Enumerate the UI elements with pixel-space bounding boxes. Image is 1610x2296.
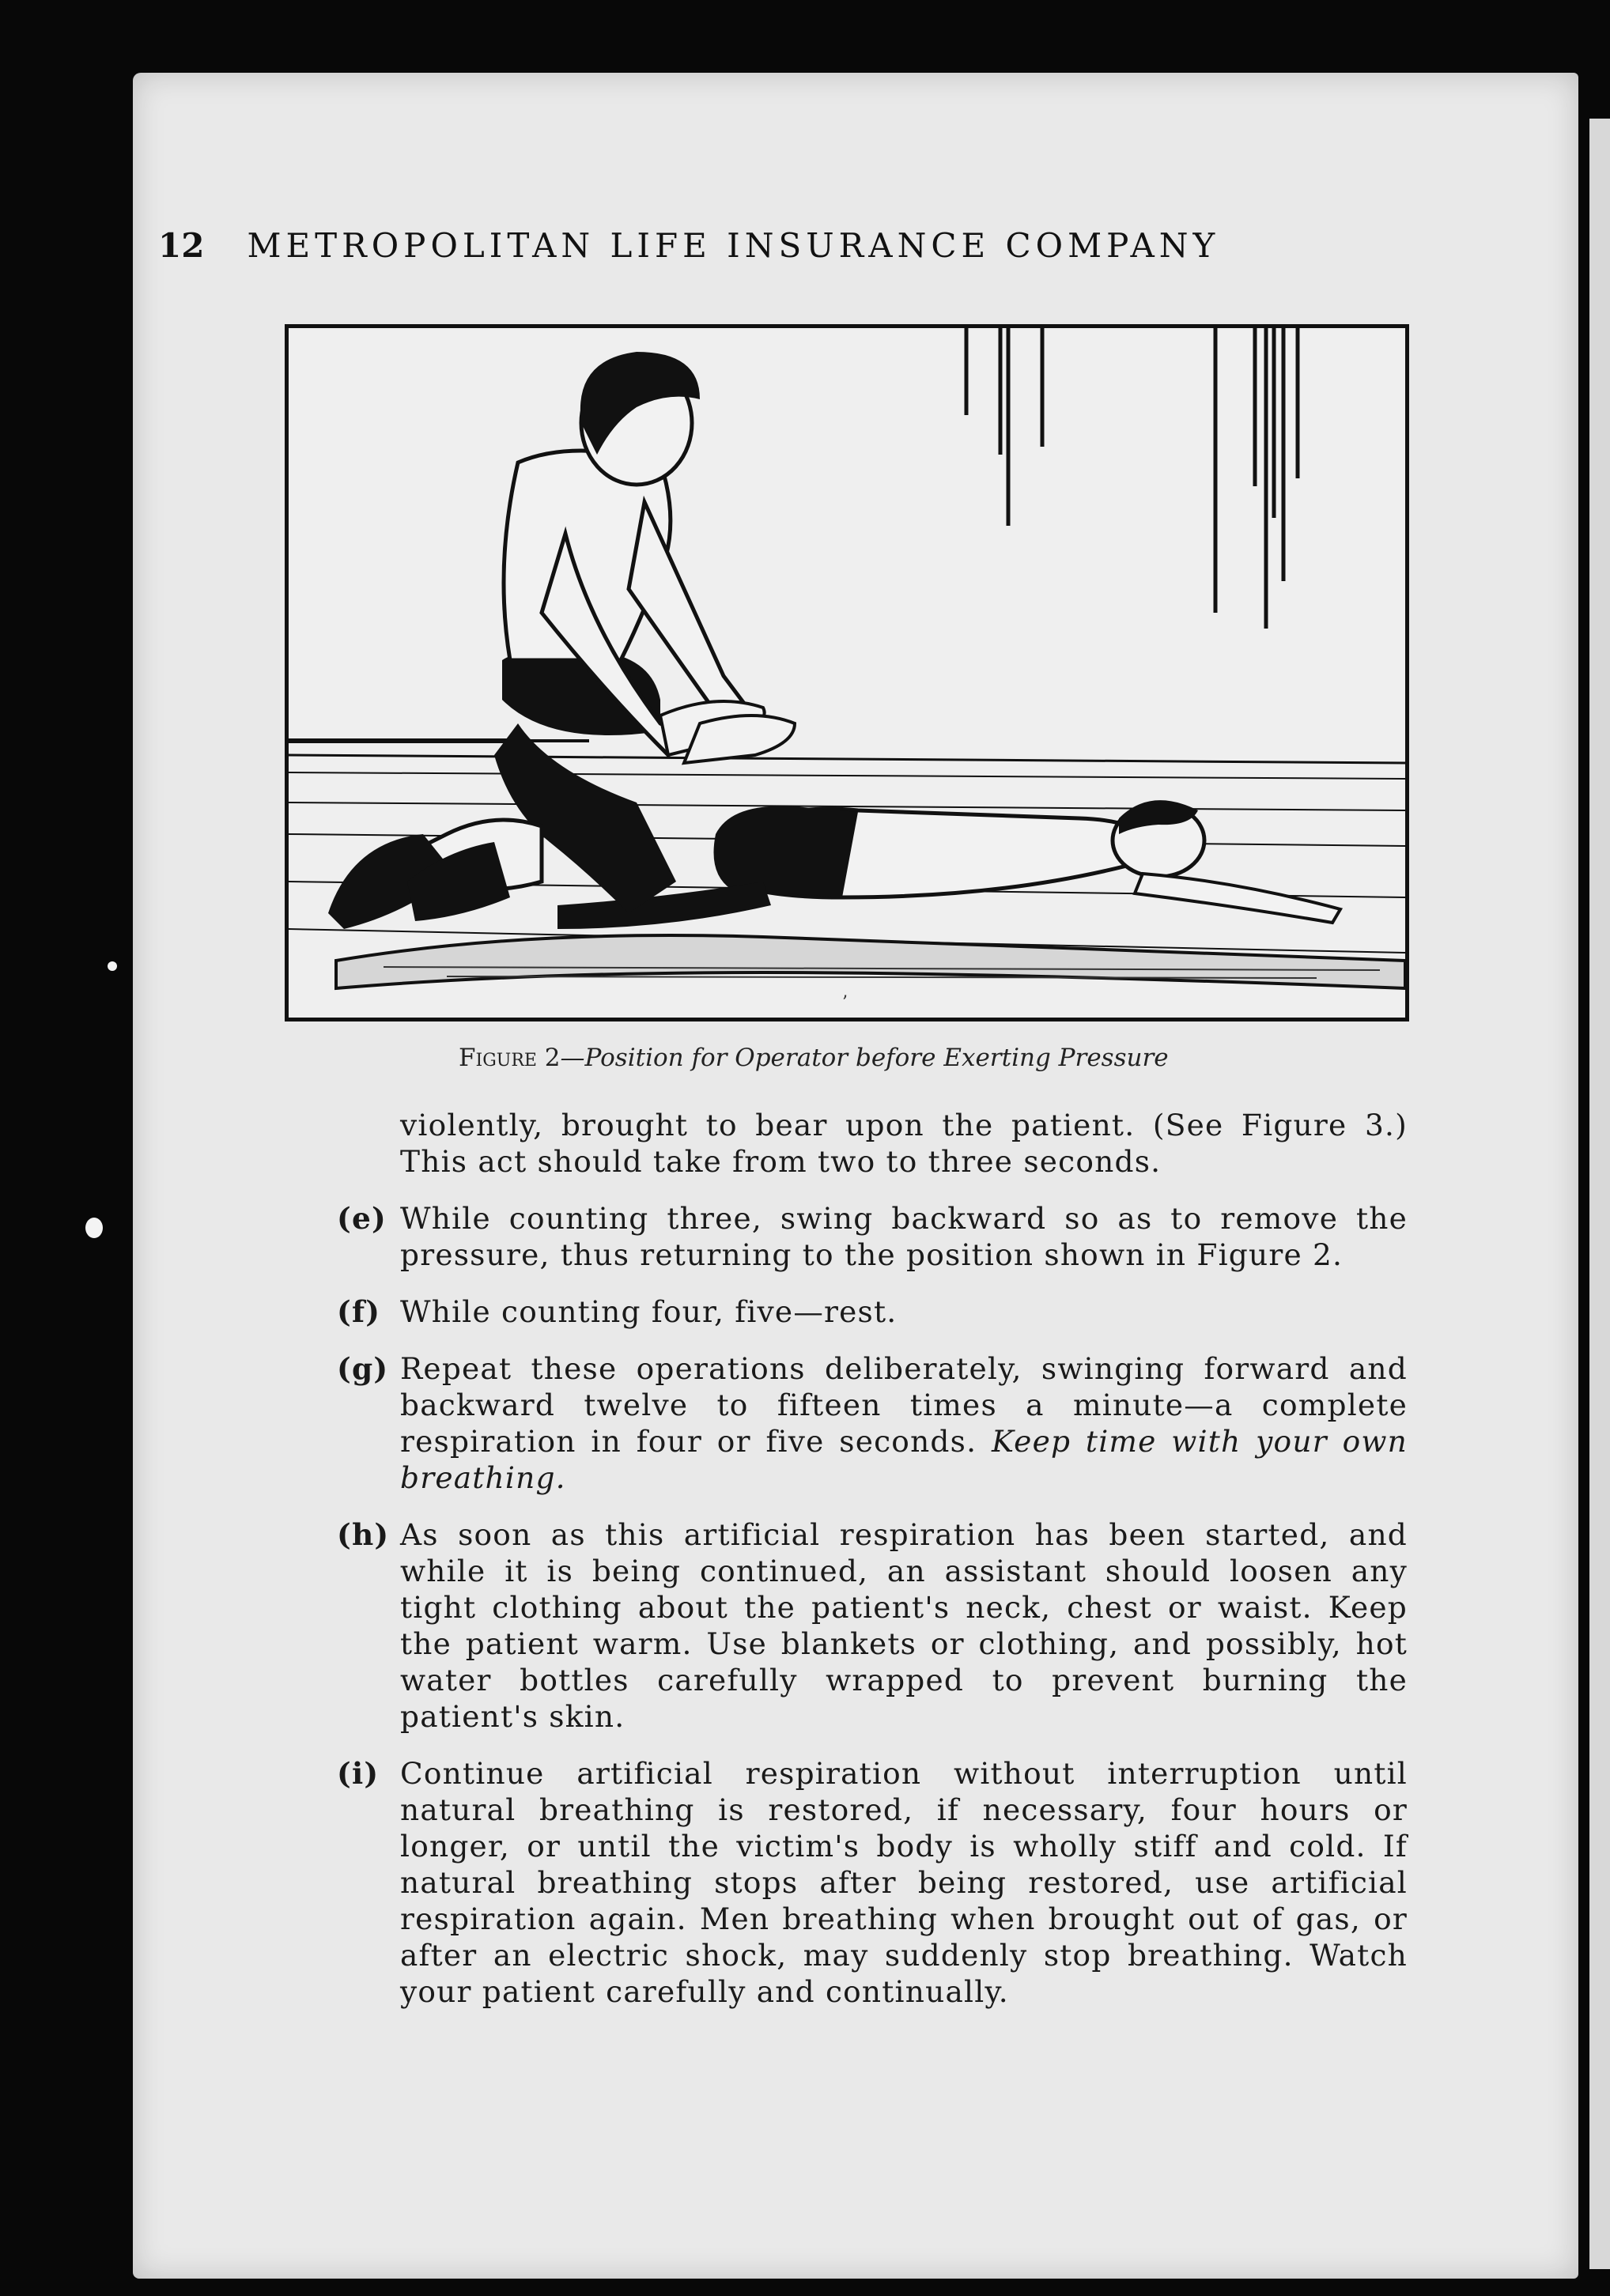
step-h xyxy=(316,1516,1408,1735)
step-e xyxy=(316,1200,1408,1273)
step-text: Repeat these operations deliberately, swinging forward and backward twelve to fifteen times a minute—a complete respiration in four or five seconds. xyxy=(400,1351,1408,1459)
instructions-body xyxy=(316,1107,1408,2030)
page-number: 12 xyxy=(158,226,205,265)
mat xyxy=(336,935,1405,988)
step-marker: (f) xyxy=(337,1294,381,1329)
step-text: While counting three, swing backward so as to remove the pressure, thus returning to the position shown in Figure 2. xyxy=(400,1201,1408,1272)
dust-speck xyxy=(85,1218,103,1238)
figure-title: —Position for Operator before Exerting Pressure xyxy=(560,1044,1169,1072)
figure-caption xyxy=(459,1044,1328,1072)
continuation-paragraph: violently, brought to bear upon the patient. (See Figure 3.) This act should take from two to three seconds. xyxy=(400,1108,1408,1179)
step-g xyxy=(316,1350,1408,1496)
figure-illustration xyxy=(285,324,1409,1021)
step-text: While counting four, five—rest. xyxy=(400,1294,898,1329)
resuscitation-illustration xyxy=(289,328,1405,1018)
step-i xyxy=(316,1755,1408,2010)
dust-speck xyxy=(108,961,117,971)
adjacent-page-edge xyxy=(1589,119,1610,2269)
svg-text:’: ’ xyxy=(842,993,848,1013)
figure-label: Figure 2 xyxy=(459,1044,561,1072)
step-marker: (h) xyxy=(337,1517,390,1552)
publisher-name: METROPOLITAN LIFE INSURANCE COMPANY xyxy=(247,226,1220,265)
step-text: As soon as this artificial respiration has been started, and while it is being continued, an assistant should loosen any tight clothing about the patient's neck, chest or waist. Keep the patient warm. Use blankets or clothing, and possibly, hot water bottles carefully wrapped to prevent burning the patient's skin. xyxy=(400,1517,1408,1734)
running-head xyxy=(158,226,1344,265)
step-marker: (i) xyxy=(337,1756,380,1791)
step-text: Continue artificial respiration without interruption until natural breathing is restored, if necessary, four hours or longer, or until the victim's body is wholly stiff and cold. If natural breathing stops after being restored, use artificial respiration again. Men breathing when brought out of gas, or after an electric shock, may suddenly stop breathing. Watch your patient carefully and continually. xyxy=(400,1756,1408,2009)
patient-figure xyxy=(557,800,1340,929)
wall-streaks xyxy=(966,328,1298,629)
step-emphasis: Keep time with your own breathing. xyxy=(400,1424,1408,1495)
step-marker: (g) xyxy=(337,1351,389,1386)
step-f xyxy=(316,1293,1408,1330)
step-marker: (e) xyxy=(337,1201,387,1236)
